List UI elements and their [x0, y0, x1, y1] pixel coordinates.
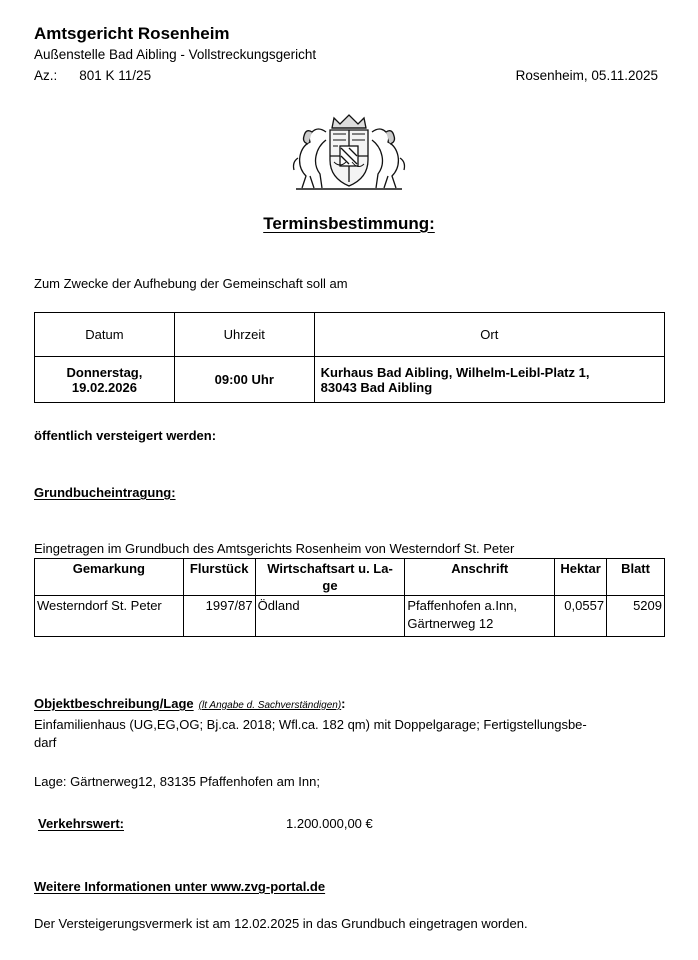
page-title: Terminsbestimmung:	[263, 214, 435, 233]
header-flurstueck: Flurstück	[183, 559, 255, 596]
object-location: Lage: Gärtnerweg12, 83135 Pfaffenhofen am Inn;	[34, 774, 320, 789]
cell-gemarkung: Westerndorf St. Peter	[35, 596, 184, 637]
appointment-time: 09:00 Uhr	[174, 357, 314, 403]
header-hektar: Hektar	[555, 559, 607, 596]
info-link[interactable]: Weitere Informationen unter www.zvg-portal.de	[34, 879, 326, 894]
table-row	[35, 357, 665, 403]
header-blatt: Blatt	[607, 559, 665, 596]
market-value-label: Verkehrswert:	[38, 816, 124, 831]
court-branch: Außenstelle Bad Aibling - Vollstreckungsgericht	[34, 47, 317, 62]
object-note: (lt Angabe d. Sachverständigen)	[198, 700, 342, 711]
header-anschrift: Anschrift	[405, 559, 555, 596]
table-header-row	[35, 559, 665, 596]
land-register-text: Eingetragen im Grundbuch des Amtsgerichts Rosenheim von Westerndorf St. Peter	[34, 541, 515, 556]
place-date: Rosenheim, 05.11.2025	[515, 68, 658, 83]
header-wirtschaftsart: Wirtschaftsart u. La- ge	[255, 559, 405, 596]
cell-wirtschaftsart: Ödland	[255, 596, 405, 637]
appointment-date: Donnerstag, 19.02.2026	[35, 357, 175, 403]
object-description: Einfamilienhaus (UG,EG,OG; Bj.ca. 2018; Wfl.ca. 182 qm) mit Doppelgarage; Fertigstellungsbe- darf	[34, 717, 587, 750]
header-datum: Datum	[35, 313, 175, 357]
cell-hektar: 0,0557	[555, 596, 607, 637]
auction-note: Der Versteigerungsvermerk ist am 12.02.2025 in das Grundbuch eingetragen worden.	[34, 916, 528, 931]
auction-text: öffentlich versteigert werden:	[34, 428, 217, 443]
table-row	[35, 596, 665, 637]
header-uhrzeit: Uhrzeit	[174, 313, 314, 357]
land-register-heading: Grundbucheintragung:	[34, 485, 176, 500]
cell-anschrift: Pfaffenhofen a.Inn, Gärtnerweg 12	[405, 596, 555, 637]
intro-text: Zum Zwecke der Aufhebung der Gemeinschaft soll am	[34, 276, 348, 291]
court-name: Amtsgericht Rosenheim	[34, 24, 230, 43]
appointment-place: Kurhaus Bad Aibling, Wilhelm-Leibl-Platz 1, 83043 Bad Aibling	[314, 357, 664, 403]
header-gemarkung: Gemarkung	[35, 559, 184, 596]
header-ort: Ort	[314, 313, 664, 357]
market-value-amount: 1.200.000,00 €	[286, 816, 373, 831]
case-number-value: 801 K 11/25	[79, 68, 152, 83]
appointment-table	[34, 312, 665, 403]
cell-blatt: 5209	[607, 596, 665, 637]
cell-flurstueck: 1997/87	[183, 596, 255, 637]
bavarian-coat-of-arms-icon	[288, 112, 410, 192]
case-number-label: Az.:	[34, 68, 58, 83]
object-heading: Objektbeschreibung/Lage (lt Angabe d. Sachverständigen):	[34, 696, 346, 711]
land-register-table	[34, 558, 665, 637]
case-number	[34, 68, 151, 83]
table-header-row	[35, 313, 665, 357]
